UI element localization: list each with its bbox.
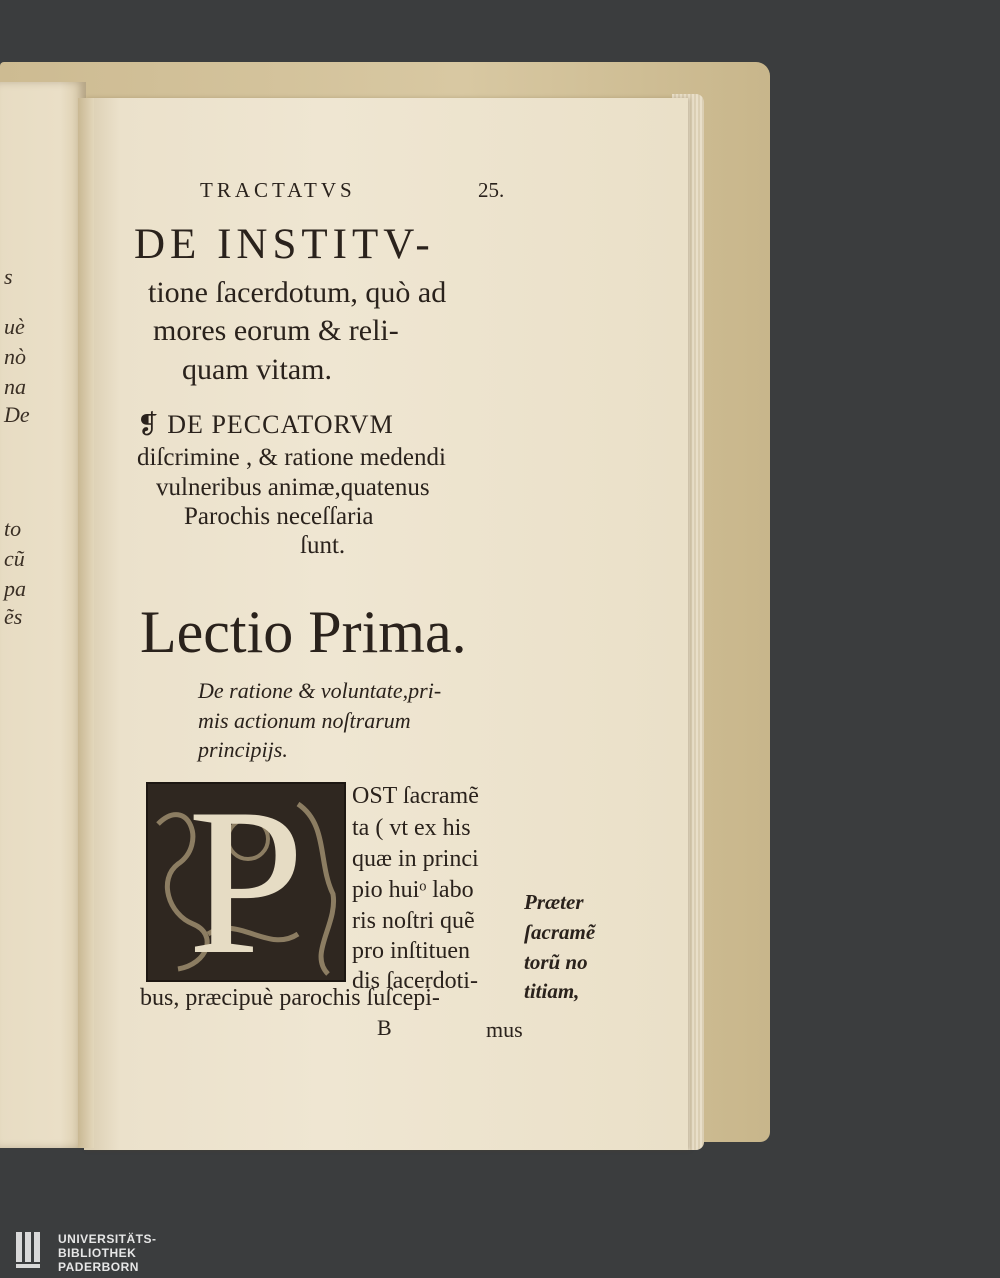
body-line: OST ſacramẽ xyxy=(352,783,479,809)
library-logo-icon xyxy=(14,1230,48,1270)
left-fragment: pa xyxy=(4,576,26,601)
left-page xyxy=(0,82,86,1148)
left-fragment: cũ xyxy=(4,546,25,571)
left-fragment: to xyxy=(4,516,22,541)
left-fragment: uè xyxy=(4,314,25,339)
marginal-note-line: Præter xyxy=(524,890,584,914)
running-head: TRACTATVS xyxy=(200,178,356,202)
body-line: ris noſtri quẽ xyxy=(352,908,475,934)
left-fragment: nò xyxy=(4,344,26,369)
left-fragment: s xyxy=(4,264,13,289)
marginal-note-line: ſacramẽ xyxy=(524,920,596,944)
title-line: DE INSTITV- xyxy=(134,221,435,268)
body-line: ta ( vt ex his xyxy=(352,815,471,841)
body-line: quæ in princi xyxy=(352,846,479,872)
subtitle-line: ſunt. xyxy=(300,532,346,559)
body-line: pio huiᵒ labo xyxy=(352,877,474,903)
section-subtitle-line: principijs. xyxy=(198,737,288,762)
subtitle-line: vulneribus animæ,quatenus xyxy=(156,474,430,501)
body-line: bus, præcipuè parochis ſuſcepi- xyxy=(140,985,440,1011)
left-fragment: na xyxy=(4,374,26,399)
body-line: dis ſacerdoti- xyxy=(352,968,478,994)
section-heading: Lectio Prima. xyxy=(140,599,467,665)
library-name-line: PADERBORN xyxy=(58,1260,139,1274)
initial-letter: P xyxy=(187,766,305,998)
decorated-initial xyxy=(146,766,346,998)
section-subtitle-line: mis actionum noſtrarum xyxy=(198,708,411,733)
marginal-note-line: titiam, xyxy=(524,979,580,1003)
library-name-line: BIBLIOTHEK xyxy=(58,1246,137,1260)
section-subtitle-line: De ratione & voluntate,pri- xyxy=(198,678,442,703)
subtitle-line: diſcrimine , & ratione medendi xyxy=(137,444,446,471)
subtitle-line: ❡ DE PECCATORVM xyxy=(137,410,394,439)
title-line: mores eorum & reli- xyxy=(153,314,399,347)
gutter xyxy=(78,98,94,1148)
title-line: quam vitam. xyxy=(182,353,332,386)
subtitle-line: Parochis neceſſaria xyxy=(184,503,374,530)
left-fragment: De xyxy=(4,402,30,427)
catchword: mus xyxy=(486,1017,523,1042)
page-number: 25. xyxy=(478,178,505,202)
marginal-note-line: torũ no xyxy=(524,950,588,974)
signature-mark: B xyxy=(377,1015,392,1040)
library-name-line: UNIVERSITÄTS- xyxy=(58,1232,157,1246)
left-fragment: ẽs xyxy=(4,604,23,629)
title-line: tione ſacerdotum, quò ad xyxy=(148,276,447,309)
body-line: pro inſtituen xyxy=(352,938,470,964)
